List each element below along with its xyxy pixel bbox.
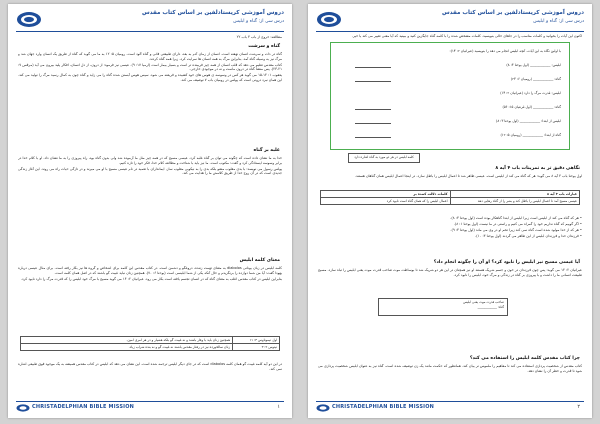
section-title: غلبه بر گناه	[253, 148, 280, 153]
table-cell: اعمال ابلیس را که همان گناه است نابود کرد	[321, 198, 451, 205]
mission-logo-icon	[16, 404, 30, 412]
intro-text: اکنون این آیات را بخوانید و کلمات مناسب را در جاهای خالی بنویسید. کلمات مشخص شده را با کلمه گناه جایگزین کنید و ببینید که آیا معنی تغییر می کند یا خیر.	[351, 34, 582, 38]
section-title: نگاهی دقیق تر به تمرینات باب ۴ آیه ۸	[495, 166, 580, 171]
exercise-row: ابلیس: قدرت مرگ را دارد (عبرانیان ۲: ۱۴)	[500, 91, 561, 95]
section-title: چرا کتاب مقدس کلمه ابلیس را استفاده می کند؟	[469, 356, 580, 361]
answer-blank[interactable]	[355, 105, 391, 110]
page-number: ۲	[577, 404, 580, 410]
list-item: • اگر گوییم که گناه نداریم خود را گمراه می کنیم و راستی در ما نیست (اول یوحنا ۱: ۸).	[453, 222, 582, 226]
section-title: آیا عیسی مسیح نیز ابلیس را نابود کرد؟ او آن را چگونه انجام داد؟	[433, 260, 580, 265]
header-subtitle: درس سی از: گناه و ابلیس	[533, 19, 584, 24]
page-header	[316, 10, 584, 30]
table-header: کلمات دلالت کننده بر	[321, 191, 451, 198]
paragraph: گناه در ذات و سرشت انسان نهفته است. انسان از زمان آدم به بعد، دارای طبیعتی فانی و گناه آلود است. رومیان ۵: ۱۲ به ما می گوید که گناه از طریق یک انسان وارد جهان شد و مرگ نیز به وسیله گناه آمد. بنابراین مرگ به همه انسان ها سرایت کرد، زیرا همه گناه کردند.	[18, 52, 282, 61]
section-body	[18, 156, 282, 256]
exercise-row: گناه: ____________ (رومیان ۶: ۲۳)	[510, 77, 561, 81]
list-item: • هر که گناه می کند از ابلیس است زیرا ابلیس از ابتدا گناهکار بوده است (اول یوحنا ۳: ۸).	[450, 216, 582, 220]
comparison-table	[320, 190, 580, 205]
list-item: • فرزندان خدا و فرزندان ابلیس از این ظاهر می گردند (اول یوحنا ۳: ۱۰).	[475, 234, 582, 238]
paragraph: کلمه ابلیس در زبان یونانی diabolos به معنای تهمت زننده، دروغگو و دشمن است. در کتاب مقدس این کلمه برای اشخاص و گروه ها نیز بکار رفته است. برای مثال عیسی درباره یهودا گفت: آیا من شما دوازده را برنگزیدم و حال آنکه یکی از شما ابلیسی است (یوحنا ۶: ۷۰). همچنین زنان نباید غیبت گو باشند که در اصل همان کلمه است.	[18, 266, 282, 275]
table-cell: عیسی مسیح آمد تا اعمال ابلیس را باطل کند و بشر را از گناه رهایی دهد	[450, 198, 580, 205]
page-number: ۱	[277, 404, 280, 410]
section-title: گناه و سرشت	[248, 44, 280, 49]
paragraph: یعقوب ۱: ۱۴-۱۵ می گوید هر کس در وسوسه ی هوس های خود کشیده و فریفته می شود. سپس هوس آبستن شده گناه را می زاید و گناه چون به کمال رسید مرگ را تولید می کند. این همان نبرد درونی است که پولس در رومیان باب ۷ توصیف می کند.	[18, 73, 282, 82]
closing-text: در این دو آیه کلمه غیبت گو همان کلمه diabolos است که در جای دیگر ابلیس ترجمه شده است. این نشان می دهد که ابلیس در کتاب مقدس همیشه به یک موجود فوق طبیعی اشاره نمی کند.	[18, 362, 282, 371]
exercise-row: گناه: ____________ (اول قرنتیان ۱۵: ۵۶)	[502, 105, 561, 109]
exercise-row: ابلیس: ____________ (اول یوحنا ۳: ۸)	[506, 63, 561, 67]
header-rule	[316, 31, 584, 32]
quote-box: صاحب قدرت موت یعنی ابلیس گناه: ____________	[378, 298, 508, 316]
paragraph: کتاب مقدس تعلیم می دهد که قلب انسان از همه چیز فریبنده تر است و بسیار بیمار است (ارمیا ۱۷: ۹). عیسی نیز فرمود: از درون، از دل انسان، افکار پلید بیرون می آید (مرقس ۷: ۲۱-۲۳). پس منشأ گناه در درون ماست و نه در موجودی خارجی.	[18, 62, 282, 71]
page-header	[16, 10, 284, 30]
section-body: اول یوحنا باب ۴ آیه ۸ می گوید: هر که گناه می کند از ابلیس است. عیسی ظاهر شد تا اعمال ابلیس را باطل سازد. در اینجا اعمال ابلیس همان گناهان هستند.	[354, 174, 582, 178]
section-body	[18, 52, 282, 146]
page-footer	[316, 401, 584, 413]
paragraph: خدا به ما نشان داده است که چگونه می توان بر گناه غلبه کرد. عیسی مسیح که در همه چیز مثل ما آزموده شد ولی بدون گناه بود، راه پیروزی را به ما نشان داد. او با کلام خدا در برابر وسوسه ایستادگی کرد و گفت: مکتوب است. ما نیز باید با شناخت و مطالعه کلام خدا، فکر خود را تازه کنیم.	[18, 156, 282, 165]
section-body: کتاب مقدس از شخصیت پردازی استفاده می کند تا مفاهیم را ملموس تر بیان کند. همانطور که حکمت مانند یک زن توصیف شده است، گناه نیز به عنوان ابلیس شخصیت پردازی می شود تا قدرت و خطر آن را نشان دهد.	[318, 364, 582, 373]
bullet-list	[318, 216, 582, 254]
list-item: • هر که از خدا مولود شده است گناه نمی کند زیرا تخم او در وی می ماند (اول یوحنا ۳: ۹).	[450, 228, 582, 232]
section-body: عبرانیان ۲: ۱۴ می گوید: پس چون فرزندان در خون و جسم شریک هستند او نیز همچنان در این هر دو شریک شد تا بوساطت موت صاحب قدرت موت یعنی ابلیس را تباه سازد. مسیح طبیعت انسانی ما را داشت و با پیروزی بر گناه در زندگی و مرگ خود، ابلیس را نابود کرد.	[318, 268, 582, 277]
table-header-row	[321, 191, 580, 198]
header-title: دروس آموزشی کریستادلفین بر اساس کتاب مقدس	[142, 10, 284, 16]
mission-logo-icon	[16, 11, 42, 28]
mission-logo-icon	[316, 404, 330, 412]
page-right	[308, 4, 592, 418]
table-cell: زنان سالخورده نیز در رفتار مقدس باشند نه غیبت گو و نه بنده شراب زیاد.	[21, 344, 233, 351]
header-title: دروس آموزشی کریستادلفین بر اساس کتاب مقدس	[442, 10, 584, 16]
answer-blank[interactable]	[355, 133, 391, 138]
answer-blank[interactable]	[355, 77, 391, 82]
verse-table	[20, 336, 280, 351]
paragraph: بنابراین ابلیس در کتاب مقدس اغلب به معنای گناه که در انسان تجسم یافته است بکار می رود. عبرانیان ۲: ۱۴ می گوید مسیح با مرگ خود ابلیس را که قدرت مرگ را دارد نابود کرد.	[20, 276, 282, 281]
answer-blank[interactable]	[355, 119, 391, 124]
table-cell: تیتوس ۲: ۳	[233, 344, 280, 351]
footer-mission-name: CHRISTADELPHIAN BIBLE MISSION	[332, 404, 435, 410]
subheader: مطالعه: خروج از باب ۳ باب ۲۲	[236, 35, 282, 39]
table-cell: همچنین زنان باید با وقار باشند و نه غیبت گو بلکه هشیار و در هر امری امین.	[21, 337, 233, 344]
section-body	[18, 266, 282, 332]
table-row	[21, 344, 280, 351]
exercise-row: ابلیس از ابتدا: ____________ (اول یوحنا ۳: ۸)	[496, 119, 561, 123]
page-left	[8, 4, 292, 418]
table-header: عبارات باب ۴ آیه ۸	[450, 191, 580, 198]
section-title: معنای کلمه ابلیس	[239, 258, 280, 263]
exercise-note: کلمه ابلیس در هر دو مورد به گناه اشاره دارد	[348, 153, 420, 163]
page-footer	[16, 401, 284, 413]
table-cell: اول تیموتاوس ۳: ۱۱	[233, 337, 280, 344]
header-rule	[16, 31, 284, 32]
paragraph: پولس رسول می نویسد: با بدی مغلوب مشو بلکه بدی را به نیکویی مغلوب ساز. ایمانداران با تعمید در نام عیسی مسیح با او می میرند و در تازگی حیات راه می روند. این آغاز زندگی جدیدی است که در آن روح خدا از طریق کلامش ما را هدایت می کند.	[18, 166, 282, 175]
footer-mission-name: CHRISTADELPHIAN BIBLE MISSION	[32, 404, 135, 410]
mission-logo-icon	[316, 11, 342, 28]
answer-blank[interactable]	[355, 63, 391, 68]
exercise-row: با اولین نگاه به این آیات، آنچه ابلیس انجام می دهد را بنویسید (عبرانیان ۲: ۱۴):	[449, 49, 561, 53]
table-row	[21, 337, 280, 344]
header-subtitle: درس سی از: گناه و ابلیس	[233, 19, 284, 24]
table-row	[321, 198, 580, 205]
exercise-box	[330, 42, 570, 150]
exercise-row: گناه از ابتدا: ____________ (رومیان ۵: ۱۲)	[500, 133, 561, 137]
